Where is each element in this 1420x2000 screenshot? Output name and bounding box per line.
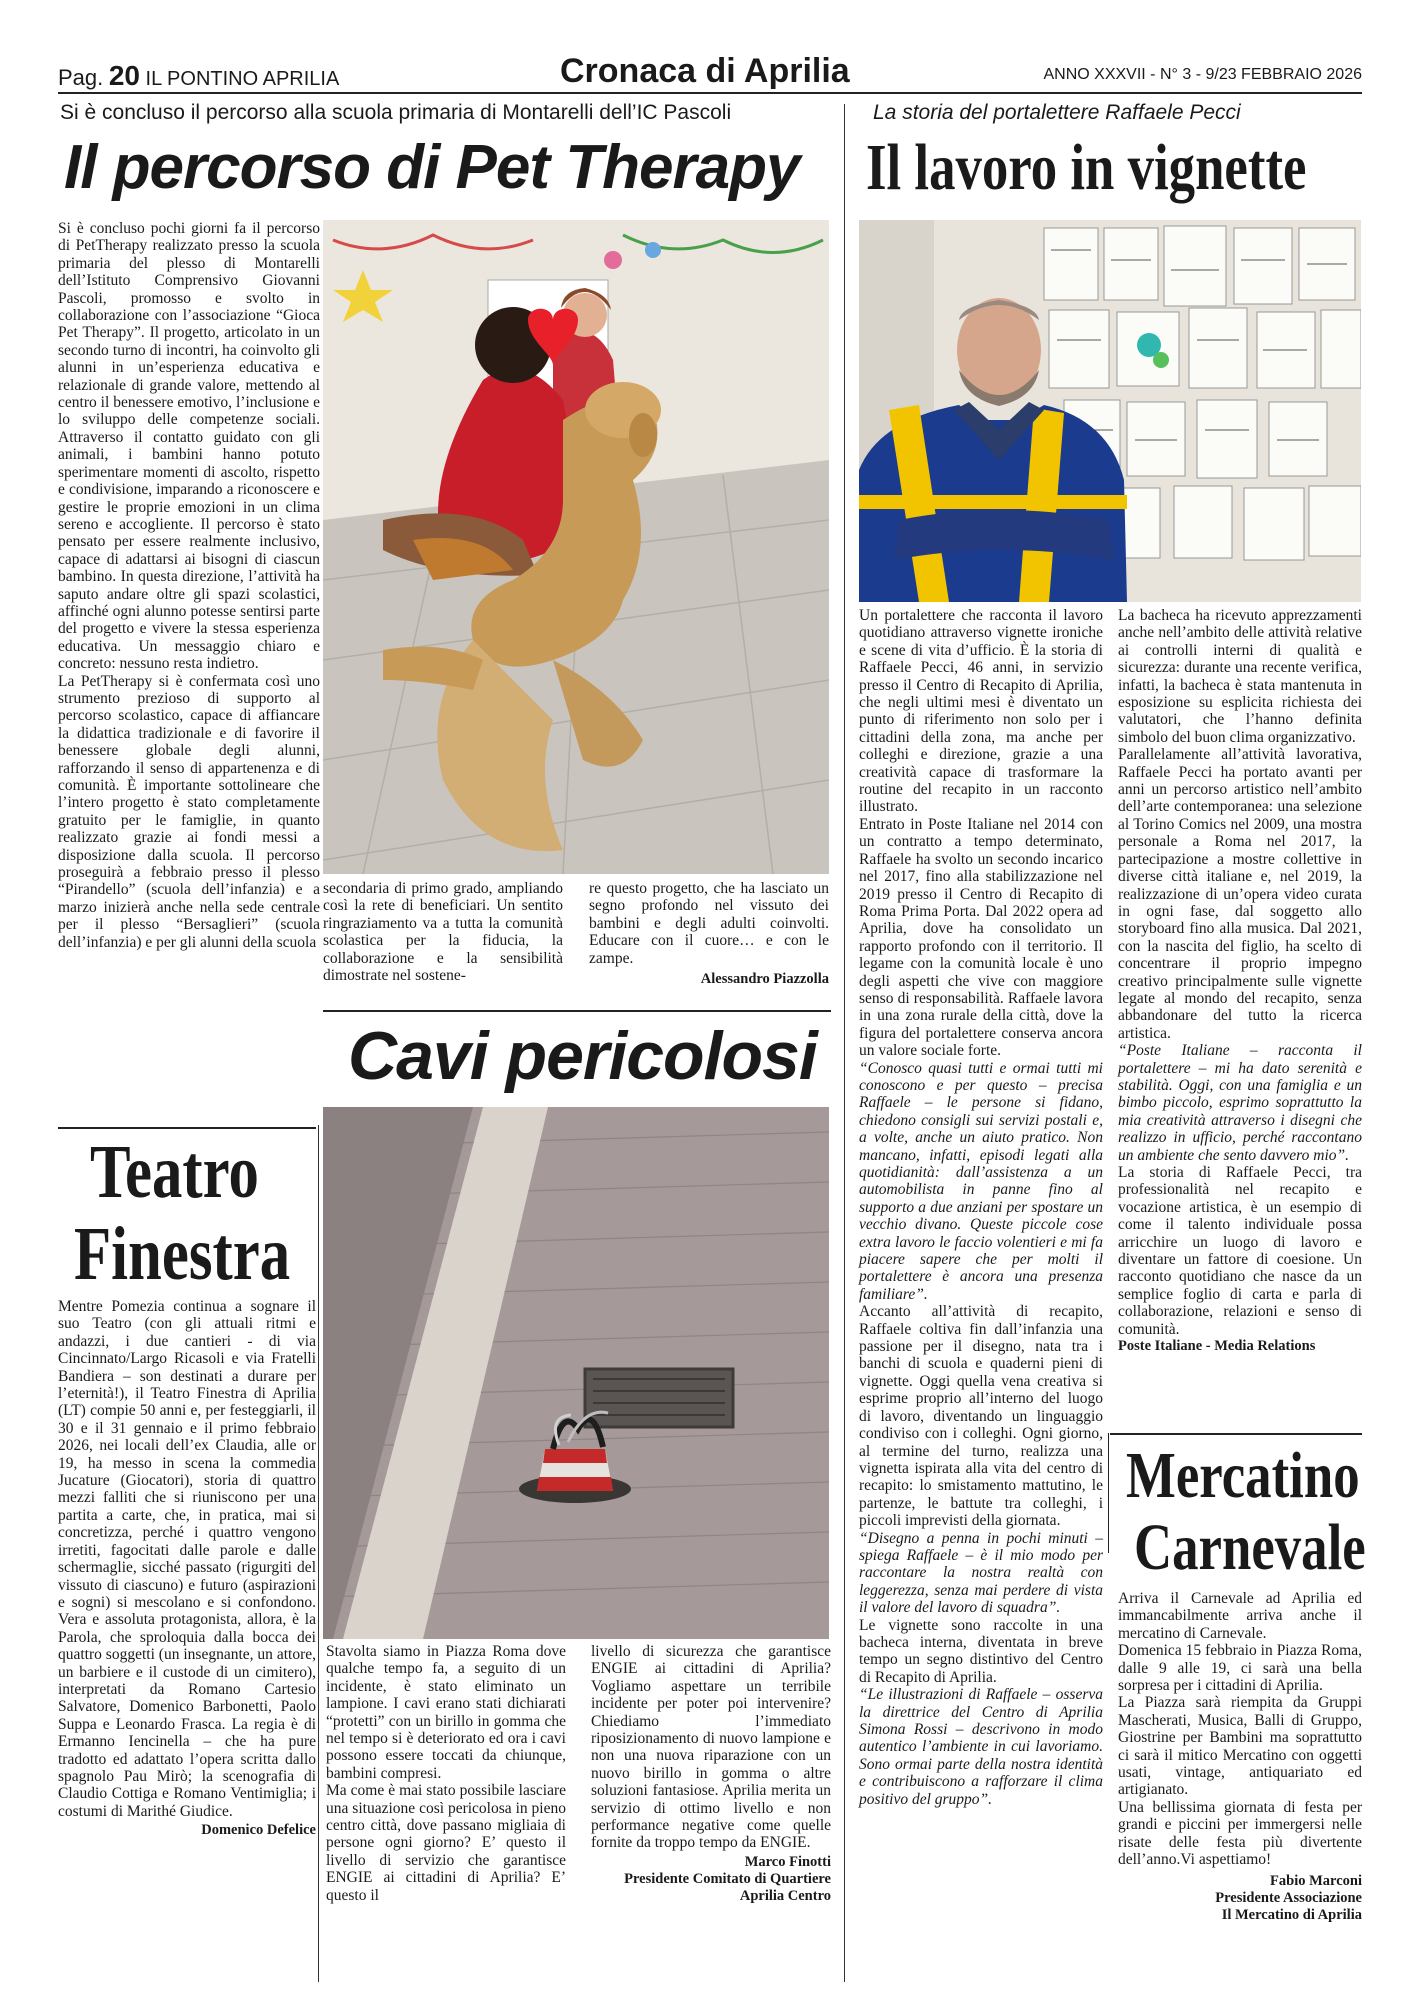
pet-kicker: Si è concluso il percorso alla scuola primaria di Montarelli dell’IC Pascoli xyxy=(60,101,732,124)
mercatino-signature-org: Il Mercatino di Aprilia xyxy=(1221,1906,1362,1923)
column-divider-left xyxy=(318,1125,319,1982)
pet-text-1: Si è concluso pochi giorni fa il percorso di PetTherapy realizzato presso la scuola primaria del plesso di Montarelli dell’Istituto Comprensivo Giovanni Pascoli, promosso e svolto in collaborazione con l’associazione “Gioca Pet Therapy”. Il progetto, articolato in un secondo turno di incontri, ha coinvolto gli alunni in un’esperienza educativa e relazionale di grande valore, mettendo al centro il benessere emotivo, l’inclusione e lo sviluppo delle competenze sociali. Attraverso il contatto guidato con gli animali, i bambini hanno potuto sperimentare momenti di ascolto, rispetto e condivisione, imparando a riconoscere e gestire le proprie emozioni in un clima sereno e accogliente. Il percorso è stato pensato per essere realmente inclusivo, capace di adattarsi ai bisogni di ciascun bambino. In questa direzione, l’attività ha saputo andare oltre gli spazi scolastici, affinché ogni alunno potesse sentirsi parte del progetto e vivere la stessa esperienza educativa. Un messaggio chiaro e concreto: nessuno resta indietro. xyxy=(58,220,320,673)
lavoro-column-2 xyxy=(1118,607,1362,1355)
page-header-left xyxy=(58,60,339,92)
lavoro-text-2: Entrato in Poste Italiane nel 2014 con un contratto a tempo determinato, Raffaele ha svolto un secondo incarico nel 2017, fino alla stabilizzazione nel 2019 presso il Centro di Recapito di Roma Prima Porta. Dal 2022 opera ad Aprilia, dove ha consolidato un rapporto profondo con il territorio. Il legame con la comunità locale è uno degli aspetti che vive con maggiore senso di responsabilità. Raffaele lavora in una zona rurale della città, dove la figura del portalettere conserva ancora un valore sociale forte. xyxy=(859,815,1103,1060)
pet-column-2 xyxy=(323,880,563,984)
cavi-text-1: Stavolta siamo in Piazza Roma dove qualche tempo fa, a seguito di un incidente, è stato eliminato un lampione. I cavi erano stati dichiarati “protetti” con un birillo in gomma che nel tempo si è deteriorato ed ora i cavi possono essere toccati da chiunque, bambini compresi. xyxy=(326,1643,566,1782)
mercatino-text-1: Arriva il Carnevale ad Aprilia ed immancabilmente arriva anche il mercatino di Carnevale. xyxy=(1118,1590,1362,1642)
pet-text-4: re questo progetto, che ha lasciato un segno profondo nel vissuto dei bambini e degli adulti coinvolti. Educare con il cuore… e con le zampe. xyxy=(589,880,829,967)
column-divider-right xyxy=(844,104,845,1982)
cavi-signature-role: Presidente Comitato di Quartiere Aprilia Centro xyxy=(624,1870,831,1904)
teatro-top-rule xyxy=(58,1127,316,1129)
teatro-title-1: Teatro xyxy=(90,1130,259,1214)
lavoro-column-1 xyxy=(859,607,1103,1808)
paper-name: IL PONTINO APRILIA xyxy=(145,68,340,90)
pet-title: Il percorso di Pet Therapy xyxy=(64,133,800,202)
lavoro-quote-1: “Conosco quasi tutti e ormai tutti mi conoscono e per questo – precisa Raffaele – le persone si fidano, chiedono consigli sui servizi postali e, a volte, anche un aiuto pratico. Non mancano, infatti, episodi legati alla quotidianità: dall’assistenza a un automobilista in panne fino al supporto a due anziani per spostare un vecchio divano. Queste piccole cose extra lavoro le faccio volentieri e mi fa piacere sapere che per molti il portalettere è ancora una presenza familiare”. xyxy=(859,1059,1103,1303)
mercatino-top-rule xyxy=(1110,1433,1362,1435)
cavi-column-2 xyxy=(591,1643,831,1905)
lavoro-text-5: La bacheca ha ricevuto apprezzamenti anche nell’ambito delle attività relative ai controlli interni di qualità e sicurezza: durante una recente verifica, infatti, la bacheca è stata mantenuta in esposizione su esplicita richiesta dei valutatori, che l’hanno definita simbolo del buon clima organizzativo. xyxy=(1118,607,1362,746)
pet-author: Alessandro Piazzolla xyxy=(700,971,829,988)
teatro-text: Mentre Pomezia continua a sognare il suo Teatro (con gli attuali ritmi e andazzi, i due cantieri - di via Cincinnato/Largo Ricasoli e via Fratelli Bandiera – son destinati a durare per l’eternità!), il Teatro Finestra di Aprilia (LT) compie 50 anni e, per festeggiarli, il 30 e il 31 gennaio e il primo febbraio 2026, nei locali dell’ex Claudia, alle or 19, ha messo in scena la commedia Jucature (Giocatori), storia di quattro mezzi falliti che si riuniscono per una partita a carte, che, in pratica, mai si concretizza, perché i quattro vengono irretiti, fagocitati dalle parole e dalle schermaglie, sicché passato (rigurgiti del vissuto di ciascuno) e futuro (aspirazioni e sogni) si mescolano e si confondono. Vera e assoluta protagonista, allora, è la Parola, che sproloquia dalla bocca dei quattro soggetti (un insegnante, un attore, un barbiere e il custode di un cimitero), interpretati da Romano Cartesio Salvatore, Domenico Barbonetti, Paolo Suppa e Leonardo Frasca. La regia è di Ermanno Iencinella – che ha pure tradotto ed adattato l’opera scritta dallo spagnolo Pau Mirò; la scenografia di Claudio Cottiga e Romano Ventimiglia; i costumi di Marithé Giudice. xyxy=(58,1298,316,1820)
lavoro-title: Il lavoro in vignette xyxy=(866,131,1307,204)
lavoro-quote-4: “Poste Italiane – racconta il portalettere – mi ha dato serenità e stabilità. Oggi, con una famiglia e un bimbo piccolo, esprimo soprattutto la mia creatività attraverso i disegni che realizzo in ufficio, perché raccontano un ambiente che sento davvero mio”. xyxy=(1118,1042,1362,1164)
lavoro-quote-2: “Disegno a penna in pochi minuti – spiega Raffaele – è il mio modo per raccontare la nostra realtà con leggerezza, senza mai perdere di vista il valore del lavoro di squadra”. xyxy=(859,1529,1103,1617)
pet-column-3 xyxy=(589,880,829,988)
lavoro-kicker: La storia del portalettere Raffaele Pecci xyxy=(873,101,1241,124)
pet-therapy-photo xyxy=(323,220,829,874)
mercatino-signature-role: Presidente Associazione xyxy=(1215,1889,1362,1906)
pet-text-3: secondaria di primo grado, ampliando così la rete di beneficiari. Un sentito ringraziamento va a tutta la comunità scolastica per la fiducia, la collaborazione e la sensibilità dimostrate nel sostene- xyxy=(323,880,563,985)
cavi-text-3: livello di sicurezza che garantisce ENGIE ai cittadini di Aprilia? Vogliamo aspettare un terribile incidente per poter poi intervenire? Chiediamo l’immediato riposizionamento di nuovo lampione e non una nuova riparazione con un nuovo birillo in gomma o altre soluzioni fantasiose. Aprilia merita un servizio di ottimo livello e non performance negative come quelle fornite da troppo tempo da ENGIE. xyxy=(591,1643,831,1852)
cavi-text-2: Ma come è mai stato possibile lasciare una situazione così pericolosa in pieno centro città, dove passano migliaia di persone ogni giorno? E’ questo il livello di servizio che garantisce ENGIE ai cittadini di Aprilia? E’ questo il xyxy=(326,1782,566,1904)
lavoro-text-7: La storia di Raffaele Pecci, tra professionalità nel recapito e vocazione artistica, è un esempio di come il talento individuale possa arricchire un luogo di lavoro e diventare un fattore di coesione. Un racconto quotidiano che nasce da un semplice foglio di carta e parla di collaborazione, relazioni e senso di comunità. xyxy=(1118,1164,1362,1338)
portalettere-photo xyxy=(859,220,1361,602)
lavoro-quote-3: “Le illustrazioni di Raffaele – osserva la direttrice del Centro di Aprilia Simona Rossi – descrivono in modo autentico l’ambiente in cui lavoriamo. Sono ormai parte della nostra identità e contribuiscono a rafforzare il clima positivo del gruppo”. xyxy=(859,1686,1103,1808)
teatro-author: Domenico Defelice xyxy=(201,1822,316,1839)
mercatino-text-3: La Piazza sarà riempita da Gruppi Mascherati, Musica, Balli di Gruppo, Giostrine per Bambini ma soprattutto ci sarà il mitico Mercatino con oggetti usati, vintage, antiquariato ed artigianato. xyxy=(1118,1694,1362,1799)
lavoro-text-6: Parallelamente all’attività lavorativa, Raffaele Pecci ha portato avanti per anni un percorso artistico nell’ambito dell’arte contemporanea: una selezione al Torino Comics nel 2009, una mostra personale a Roma nel 2017, la partecipazione a mostre collettive in diverse città italiane e, nel 2019, la realizzazione di un’opera video curata in ogni fase, dal soggetto allo storyboard fino alla musica. Dal 2021, con la nascita del figlio, ha scelto di concentrare il proprio impegno creativo principalmente sulle vignette legate al mondo del recapito, senza abbandonare del tutto la ricerca artistica. xyxy=(1118,746,1362,1042)
mercatino-left-rule xyxy=(1108,1433,1109,1553)
pet-text-2: La PetTherapy si è confermata così uno strumento prezioso di supporto al percorso scolastico, capace di affiancare la didattica tradizionale e di favorire il benessere globale degli alunni, rafforzando il senso di appartenenza e di comunità. È importante sottolineare che l’intero progetto è stato completamente gratuito per le famiglie, in quanto realizzato grazie ai fondi messi a disposizione dalla scuola. Il percorso proseguirà a febbraio presso il plesso “Pirandello” (scuola dell’infanzia) e a marzo inizierà anche nella sede centrale per il plesso “Bersaglieri” (scuola dell’infanzia) e per gli alunni della scuola xyxy=(58,672,320,951)
mercatino-signature-name: Fabio Marconi xyxy=(1270,1872,1362,1889)
mercatino-body xyxy=(1118,1590,1362,1924)
cavi-signature-name: Marco Finotti xyxy=(744,1853,831,1870)
mercatino-title-2: Carnevale xyxy=(1134,1511,1366,1584)
lavoro-text-4: Le vignette sono raccolte in una bacheca interna, diventata in breve tempo un segno distintivo del Centro di Recapito di Aprilia. xyxy=(859,1616,1103,1686)
section-title: Cronaca di Aprilia xyxy=(560,52,850,90)
lavoro-text-1: Un portalettere che racconta il lavoro quotidiano attraverso vignette ironiche e scene di vita d’ufficio. È la storia di Raffaele Pecci, 46 anni, in servizio presso il Centro di Recapito di Aprilia, che negli ultimi mesi è diventato un punto di riferimento non solo per i cittadini della zona, ma anche per colleghi e direzione, grazie a una creatività capace di trasformare la routine del recapito in un racconto illustrato. xyxy=(859,607,1103,816)
header-rule xyxy=(58,92,1362,94)
mercatino-text-4: Una bellissima giornata di festa per grandi e piccini per immergersi nelle risate delle festa più divertente dell’anno.Vi aspettiamo! xyxy=(1118,1798,1362,1869)
cavi-photo xyxy=(323,1107,829,1639)
lavoro-author: Poste Italiane - Media Relations xyxy=(1118,1338,1316,1355)
page-number: 20 xyxy=(108,60,140,91)
teatro-body xyxy=(58,1298,316,1839)
cavi-top-rule xyxy=(323,1010,831,1012)
cavi-title: Cavi pericolosi xyxy=(348,1018,817,1094)
cavi-column-1 xyxy=(326,1643,566,1904)
issue-line: ANNO XXXVII - N° 3 - 9/23 FEBBRAIO 2026 xyxy=(1043,66,1362,83)
teatro-title-2: Finestra xyxy=(74,1212,291,1296)
mercatino-text-2: Domenica 15 febbraio in Piazza Roma, dalle 9 alle 19, ci sarà una bella sorpresa per i cittadini di Aprilia. xyxy=(1118,1642,1362,1695)
mercatino-title-1: Mercatino xyxy=(1126,1439,1360,1512)
lavoro-text-3: Accanto all’attività di recapito, Raffaele coltiva fin dall’infanzia una passione per il disegno, nata tra i banchi di scuola e quaderni pieni di vignette. Oggi quella vena creativa si esprime proprio all’interno del luogo di lavoro, diventando un linguaggio condiviso con i colleghi. Ogni giorno, al termine del turno, realizza una vignetta ispirata alla vita del centro di recapito: lo smistamento mattutino, le partenze, le battute tra colleghi, i piccoli imprevisti della giornata. xyxy=(859,1303,1103,1530)
page-label: Pag. xyxy=(58,65,104,90)
pet-column-1 xyxy=(58,220,320,951)
